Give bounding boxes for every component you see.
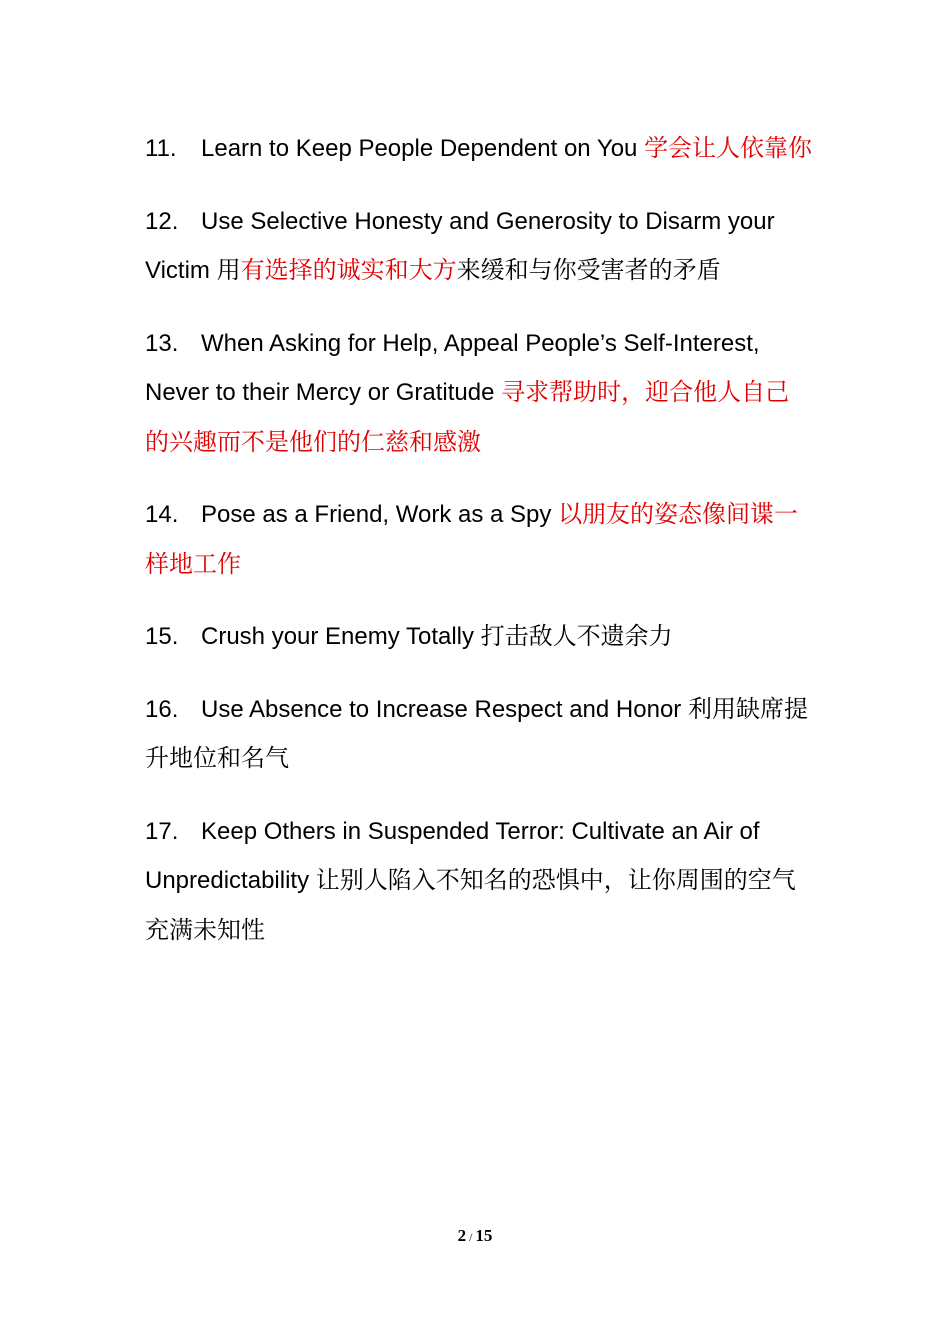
item-number: 11. — [145, 135, 177, 162]
item-number: 14. — [145, 501, 179, 528]
item-english: Pose as a Friend, Work as a Spy — [201, 501, 552, 528]
item-number: 12. — [145, 207, 179, 235]
item-chinese: 打击敌人不遗余力 — [480, 622, 673, 650]
list-item — [145, 490, 813, 589]
item-chinese: 来缓和与你受害者的矛盾 — [456, 256, 721, 284]
page-separator: / — [469, 1230, 473, 1244]
item-chinese: 利用缺席提升地位和名气 — [145, 694, 808, 772]
item-chinese-red: 以朋友的姿态像间谍一样地工作 — [145, 500, 799, 578]
list-item — [145, 807, 813, 956]
item-chinese-red: 有选择的诚实和大方 — [240, 256, 457, 284]
item-number: 15. — [145, 623, 179, 650]
current-page: 2 — [457, 1226, 467, 1245]
item-english: Keep Others in Suspended Terror: Cultivate an Air of Unpredictability — [145, 817, 760, 894]
item-chinese: 用 — [216, 256, 241, 284]
item-chinese-red: 寻求帮助时，迎合他人自己的兴趣而不是他们的仁慈和感激 — [145, 378, 790, 456]
item-english: When Asking for Help, Appeal People’s Self-Interest, Never to their Mercy or Gratitude — [145, 329, 760, 406]
list-item — [145, 197, 813, 296]
item-english: Learn to Keep People Dependent on You — [201, 135, 638, 162]
page-number-footer — [0, 1226, 950, 1246]
item-english: Use Absence to Increase Respect and Honor — [201, 695, 682, 723]
item-english: Use Selective Honesty and Generosity to Disarm your Victim — [145, 207, 775, 284]
list-item — [145, 319, 813, 468]
law-list — [145, 124, 813, 978]
item-number: 13. — [145, 329, 179, 357]
item-number: 16. — [145, 695, 179, 723]
item-english: Crush your Enemy Totally — [201, 623, 474, 650]
item-chinese: 让别人陷入不知名的恐惧中，让你周围的空气充满未知性 — [145, 866, 796, 944]
list-item — [145, 685, 813, 784]
total-pages: 15 — [475, 1226, 493, 1245]
list-item — [145, 612, 813, 662]
item-chinese-red: 学会让人依靠你 — [644, 134, 813, 162]
item-number: 17. — [145, 817, 179, 845]
list-item — [145, 124, 813, 174]
